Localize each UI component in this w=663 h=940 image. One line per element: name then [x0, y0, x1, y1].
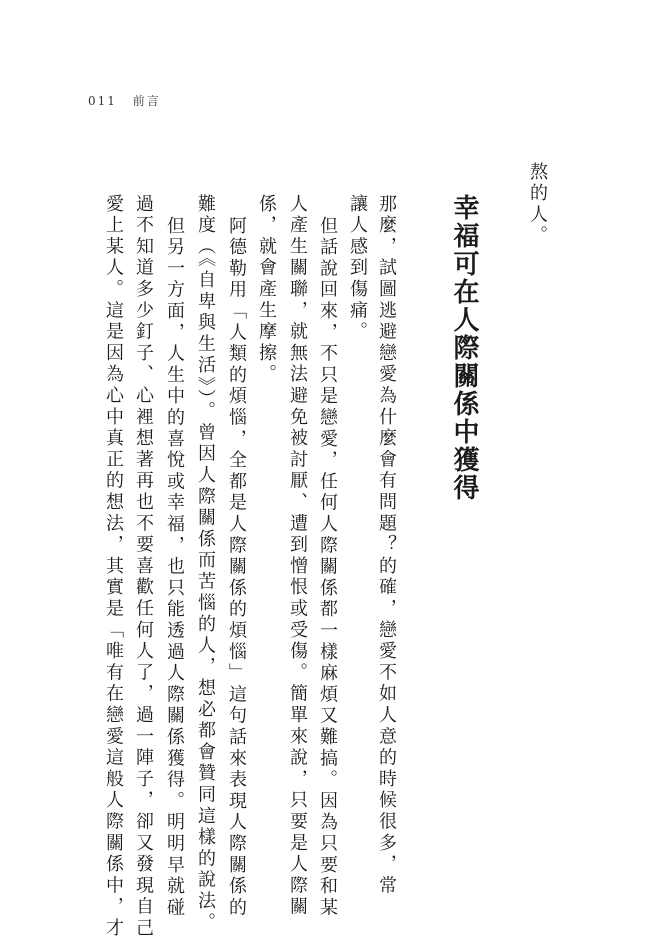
page-number: 011 [88, 94, 117, 108]
section-title: 前言 [132, 94, 161, 108]
text-column: 但話說回來，不只是戀愛，任何人際關係都一樣麻煩又難搞。因為只要和某 [317, 216, 338, 919]
text-column: 愛上某人。這是因為心中真正的想法，其實是「唯有在戀愛這般人際關係中，才 [103, 194, 124, 940]
text-column: 那麼，試圖逃避戀愛為什麼會有問題？的確，戀愛不如人意的時候很多，常 [376, 194, 397, 897]
text-column: 熬的人。 [527, 162, 548, 248]
text-column: 過不知道多少釘子、心裡想著再也不要喜歡任何人了，過一陣子，卻又發現自己 [133, 194, 154, 940]
running-header [88, 92, 161, 109]
text-column: 人產生關聯，就無法避免被討厭、遭到憎恨或受傷。簡單來說，只要是人際關 [287, 194, 308, 919]
section-heading: 幸福可在人際關係中獲得 [449, 194, 479, 502]
text-column: 讓人感到傷痛。 [347, 194, 368, 344]
text-column: 係，就會產生摩擦。 [256, 194, 277, 386]
text-column: 難度（《自卑與生活》）。曾因人際關係而苦惱的人，想必都會贊同這樣的說法。 [195, 194, 216, 934]
text-column: 阿德勒用「人類的煩惱，全都是人際關係的煩惱」這句話來表現人際關係的 [226, 216, 247, 919]
text-column: 但另一方面，人生中的喜悅或幸福，也只能透過人際關係獲得。明明早就碰 [164, 216, 185, 919]
